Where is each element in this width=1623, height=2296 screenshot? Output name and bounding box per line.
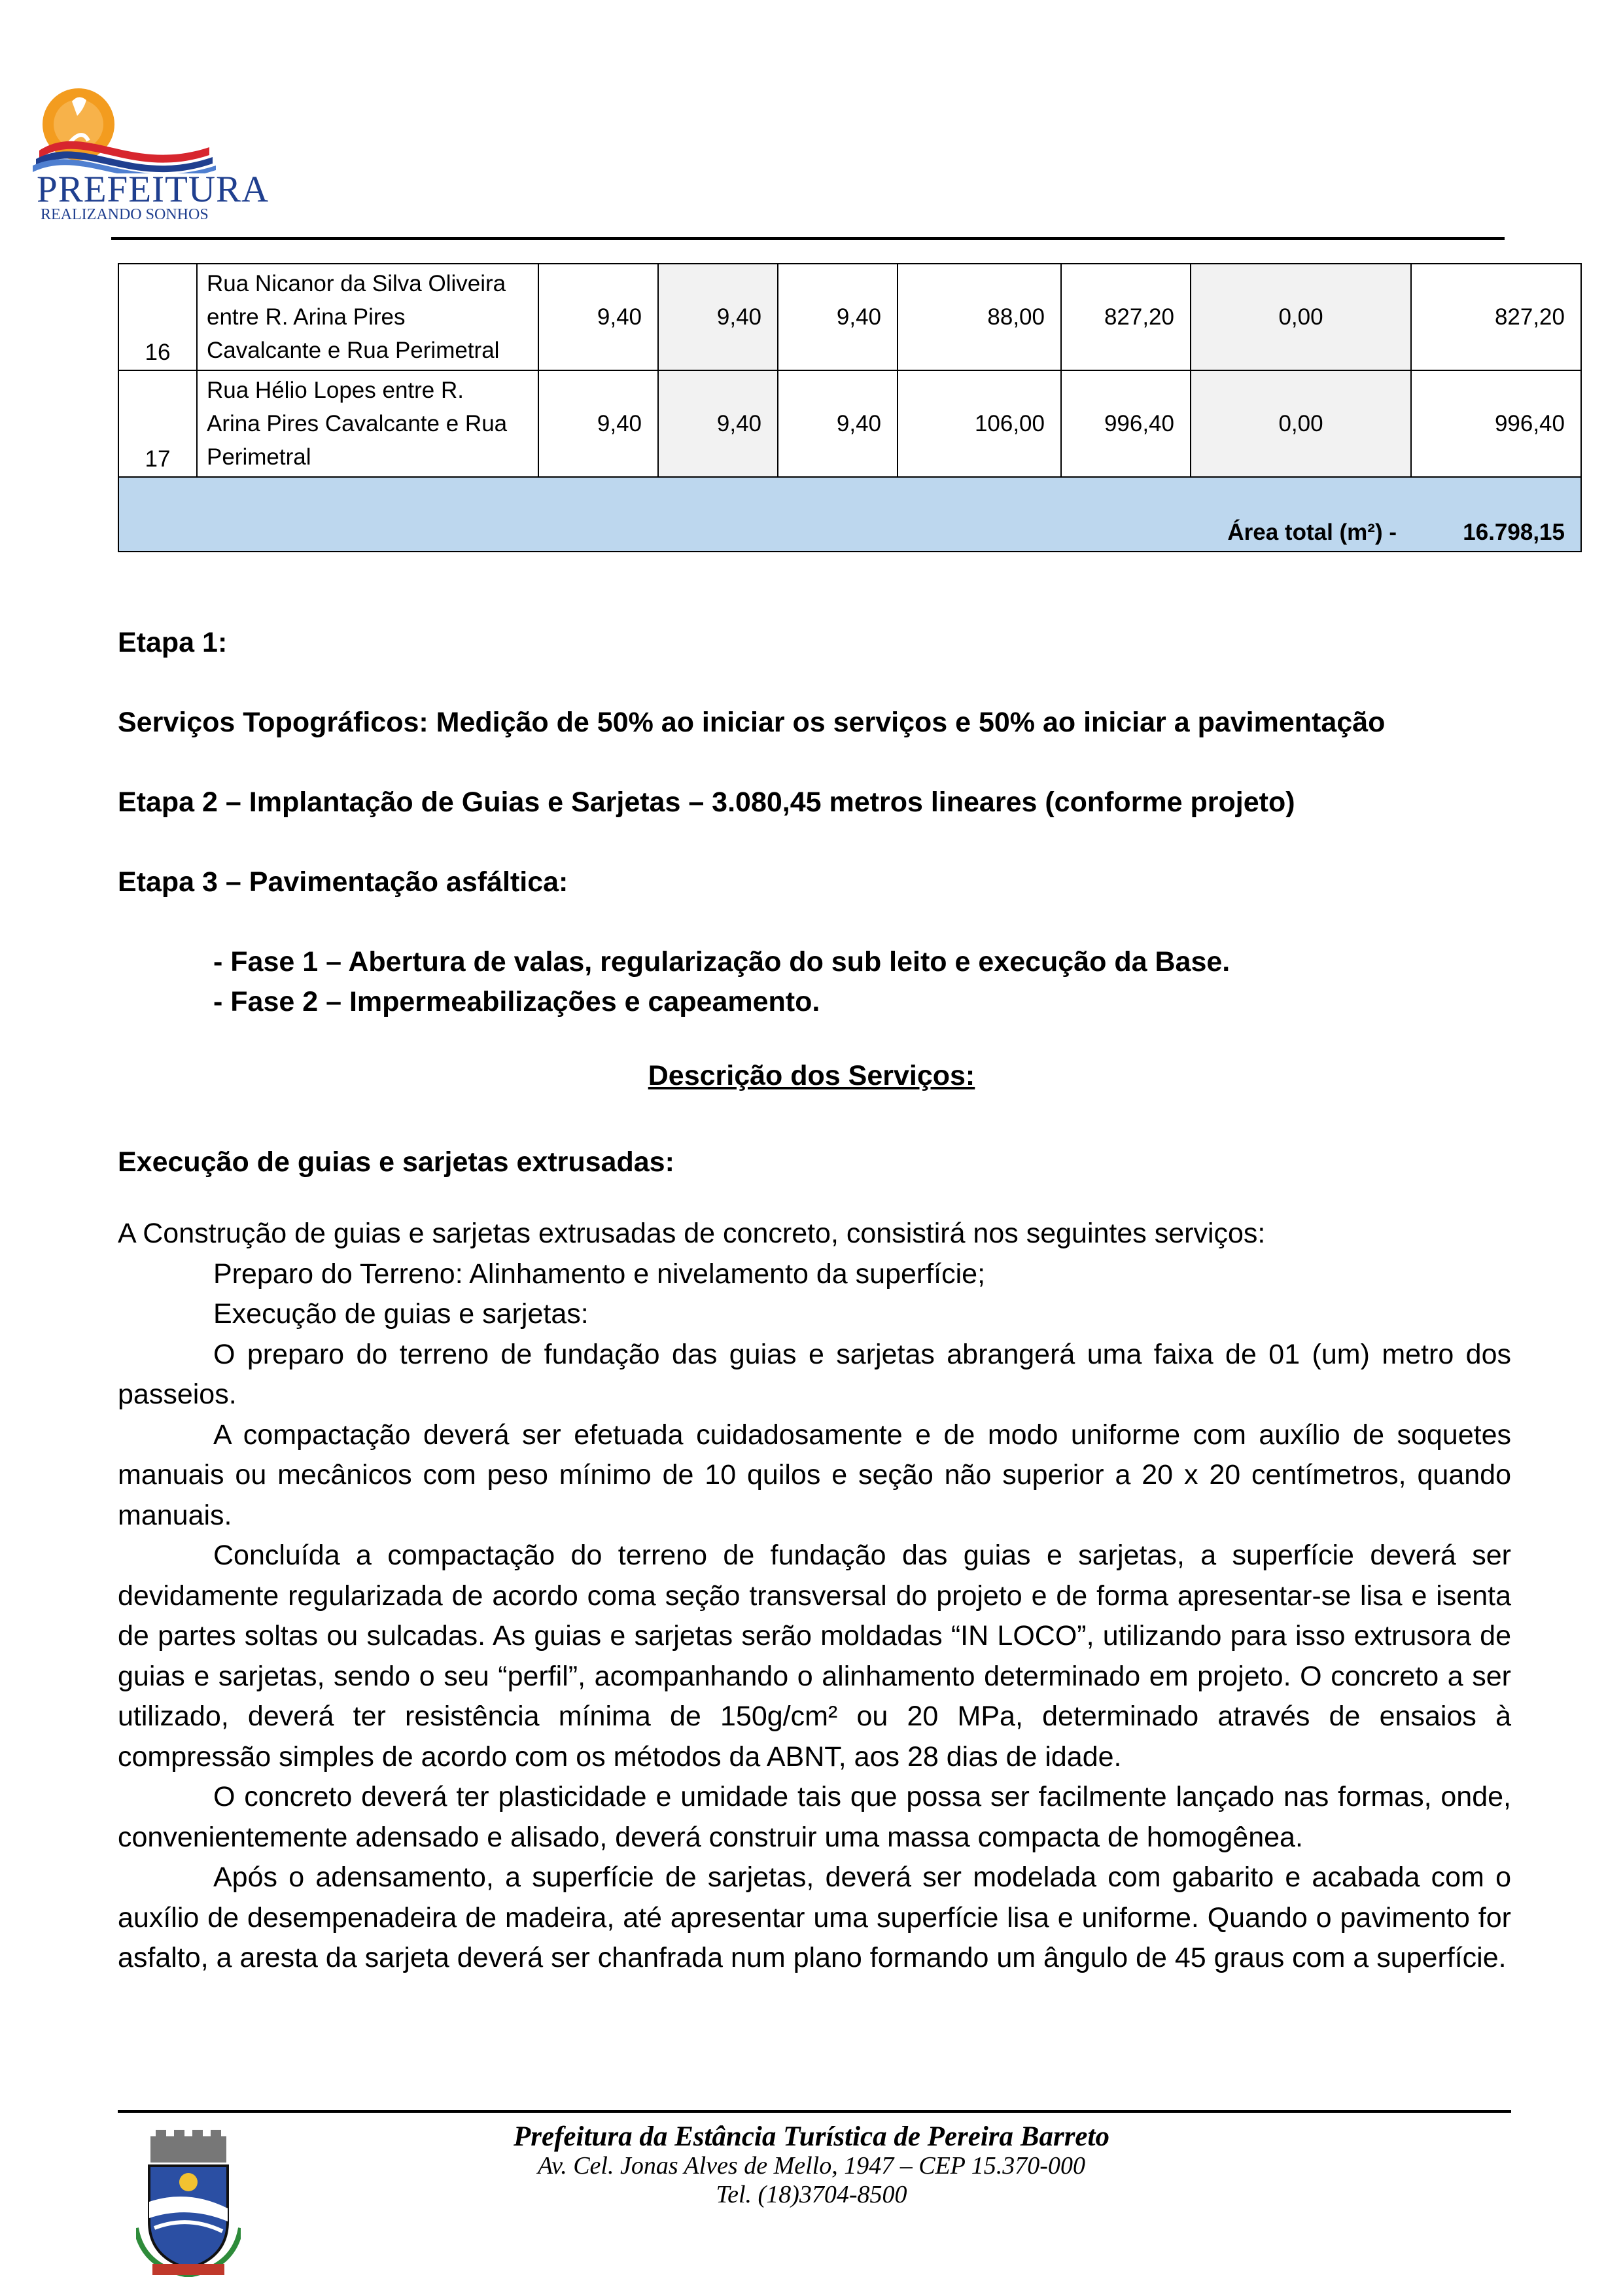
footer-address-block bbox=[0, 2123, 1623, 2209]
paragraph: A compactação deverá ser efetuada cuidadosamente e de modo uniforme com auxílio de soquetes manuais ou mecânicos com peso mínimo de 10 quilos e seção não superior a 20 x 20 centímetros, quando manuais. bbox=[118, 1419, 1511, 1531]
paragraph: O concreto deverá ter plasticidade e umidade tais que possa ser facilmente lançado nas formas, onde, convenientemente adensado e alisado, deverá construir uma massa compacta de homogênea. bbox=[118, 1781, 1511, 1853]
paragraph: O preparo do terreno de fundação das guias e sarjetas abrangerá uma faixa de 01 (um) metro dos passeios. bbox=[118, 1338, 1511, 1410]
etapa-3-heading: Etapa 3 – Pavimentação asfáltica: bbox=[118, 866, 568, 898]
table-cell: 9,40 bbox=[658, 264, 778, 370]
table-cell: 0,00 bbox=[1191, 264, 1411, 370]
header-divider bbox=[111, 237, 1505, 240]
prefeitura-logo bbox=[33, 82, 270, 229]
table-cell: 9,40 bbox=[658, 370, 778, 477]
footer-divider bbox=[118, 2110, 1511, 2113]
table-cell: 88,00 bbox=[898, 264, 1061, 370]
table-cell: 106,00 bbox=[898, 370, 1061, 477]
street-description-line: entre R. Arina Pires bbox=[207, 304, 406, 330]
street-description-line: Perimetral bbox=[207, 444, 311, 470]
footer-phone: Tel. (18)3704-8500 bbox=[716, 2181, 907, 2208]
street-description bbox=[197, 264, 538, 370]
street-description-line: Cavalcante e Rua Perimetral bbox=[207, 338, 500, 363]
etapa-1-heading: Etapa 1: bbox=[118, 627, 228, 658]
paragraph: Preparo do Terreno: Alinhamento e nivelamento da superfície; bbox=[213, 1258, 986, 1290]
total-area-label: Área total (m²) - bbox=[118, 477, 1411, 552]
fase-1-item: - Fase 1 – Abertura de valas, regularização do sub leito e execução da Base. bbox=[213, 946, 1230, 978]
table-cell: 827,20 bbox=[1411, 264, 1581, 370]
streets-area-table bbox=[118, 263, 1582, 552]
total-row bbox=[118, 477, 1581, 552]
street-description bbox=[197, 370, 538, 477]
street-description-line: Rua Hélio Lopes entre R. bbox=[207, 378, 464, 403]
row-number: 16 bbox=[118, 264, 197, 370]
prefeitura-logo-icon bbox=[33, 82, 222, 173]
execucao-heading: Execução de guias e sarjetas extrusadas: bbox=[118, 1146, 674, 1178]
row-number: 17 bbox=[118, 370, 197, 477]
footer-title: Prefeitura da Estância Turística de Pereira Barreto bbox=[514, 2121, 1109, 2152]
table-cell: 9,40 bbox=[778, 264, 898, 370]
table-cell: 9,40 bbox=[778, 370, 898, 477]
table-cell: 9,40 bbox=[538, 370, 658, 477]
servicos-topograficos-heading: Serviços Topográficos: Medição de 50% ao iniciar os serviços e 50% ao iniciar a pavimentação bbox=[118, 707, 1386, 738]
paragraph: Após o adensamento, a superfície de sarjetas, deverá ser modelada com gabarito e acabada com o auxílio de desempenadeira de madeira, até apresentar uma superfície lisa e uniforme. Quando o pavimento for asfalto, a aresta da sarjeta deverá ser chanfrada num plano formando um ângulo de 45 graus com a superfície. bbox=[118, 1862, 1511, 1973]
fase-2-item: - Fase 2 – Impermeabilizações e capeamento. bbox=[213, 986, 820, 1017]
table-row bbox=[118, 370, 1581, 477]
table-row bbox=[118, 264, 1581, 370]
paragraph: A Construção de guias e sarjetas extrusadas de concreto, consistirá nos seguintes serviços: bbox=[118, 1218, 1266, 1249]
paragraph: Execução de guias e sarjetas: bbox=[213, 1298, 589, 1330]
table-cell: 996,40 bbox=[1411, 370, 1581, 477]
total-area-value: 16.798,15 bbox=[1411, 477, 1581, 552]
etapa-2-heading: Etapa 2 – Implantação de Guias e Sarjetas – 3.080,45 metros lineares (conforme projeto) bbox=[118, 786, 1295, 818]
street-description-line: Rua Nicanor da Silva Oliveira bbox=[207, 271, 506, 296]
logo-tagline: REALIZANDO SONHOS bbox=[41, 206, 209, 223]
table-cell: 0,00 bbox=[1191, 370, 1411, 477]
table-cell: 9,40 bbox=[538, 264, 658, 370]
footer-address: Av. Cel. Jonas Alves de Mello, 1947 – CEP 15.370-000 bbox=[538, 2152, 1085, 2180]
street-description-line: Arina Pires Cavalcante e Rua bbox=[207, 411, 508, 436]
logo-wordmark: PREFEITURA bbox=[37, 169, 270, 210]
paragraph: Concluída a compactação do terreno de fundação das guias e sarjetas, a superfície deverá ser devidamente regularizada de acordo coma seção transversal do projeto e de forma apresentar-se lisa e isenta de partes soltas ou sulcadas. As guias e sarjetas serão moldadas “IN LOCO”, utilizando para isso extrusora de guias e sarjetas, sendo o seu “perfil”, acompanhando o alinhamento determinado em projeto. O concreto a ser utilizado, deverá ter resistência mínima de 150g/cm² ou 20 MPa, determinado através de ensaios à compressão simples de acordo com os métodos da ABNT, aos 28 dias de idade. bbox=[118, 1540, 1511, 1773]
table-cell: 996,40 bbox=[1061, 370, 1191, 477]
table-cell: 827,20 bbox=[1061, 264, 1191, 370]
services-description-body bbox=[118, 1214, 1511, 1979]
descricao-servicos-title: Descrição dos Serviços: bbox=[648, 1060, 975, 1091]
